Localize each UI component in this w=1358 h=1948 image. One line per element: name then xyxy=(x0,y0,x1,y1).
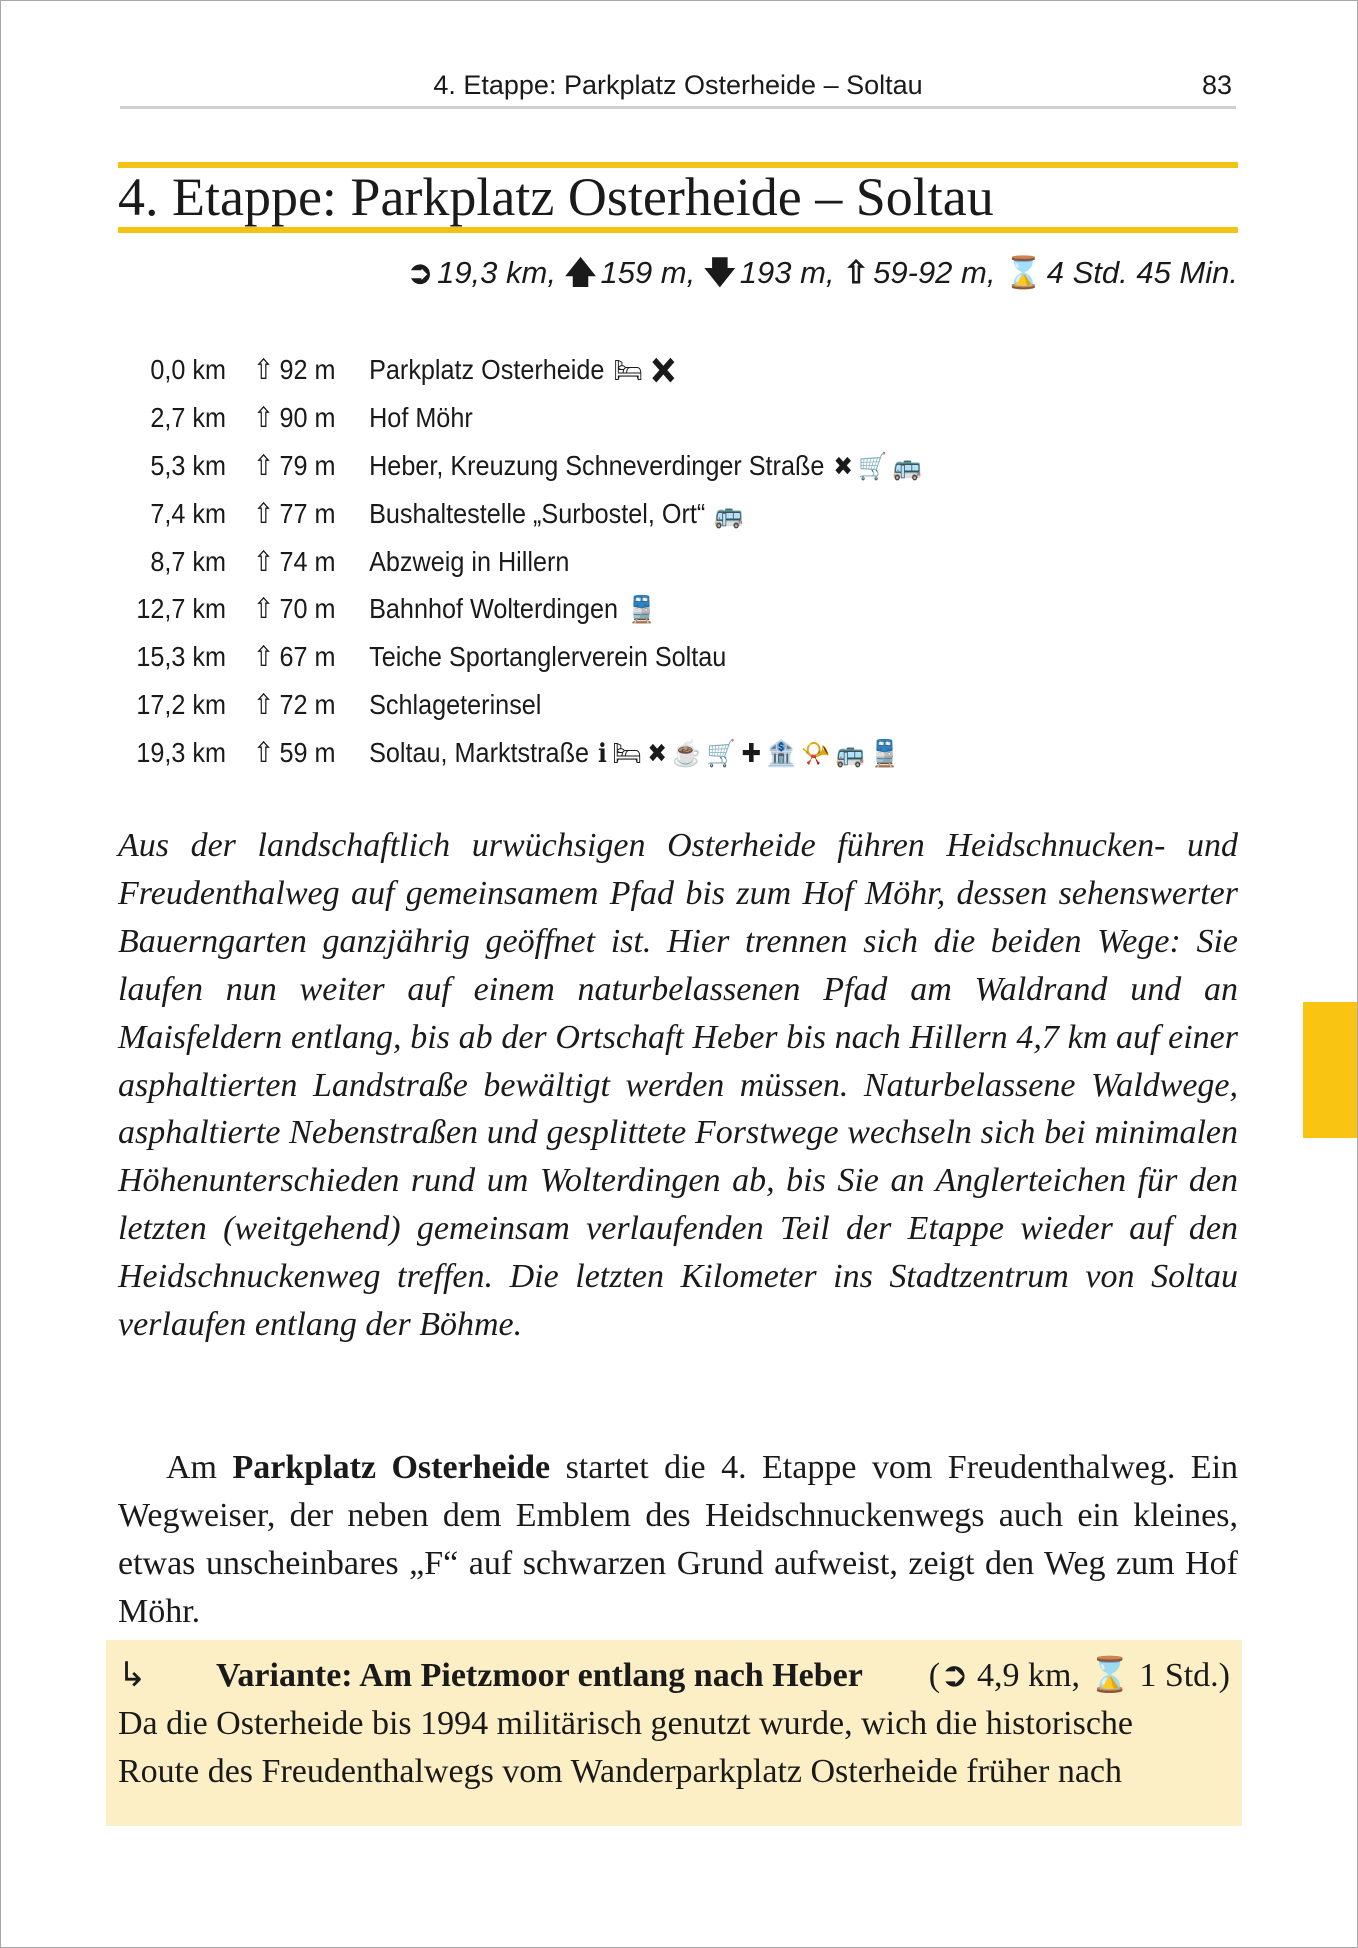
facility-icons: ℹ🛏✖☕🛒✚🏦📯🚌🚆 xyxy=(597,738,905,769)
intro-paragraph: Aus der landschaftlich urwüchsigen Osterheide führen Heidschnucken- und Freudenthalweg auf gemeinsamem Pfad bis zum Hof Möhr, dessen sehenswerter Bauerngarten ganzjährig geöffnet ist. Hier trennen sich die beiden Wege: Sie laufen nun weiter auf einem naturbelassenen Pfad am Waldrand und an Maisfeldern entlang, bis ab der Ortschaft Heber bis nach Hillern 4,7 km auf einer asphaltierten Landstraße bewältigt werden müssen. Naturbelassene Waldwege, asphaltierte Nebenstraßen und gesplittete Forstwege wechseln sich bei minimalen Höhenunterschieden rund um Wolterdingen ab, bis Sie an Anglerteichen für den letzten (weitgehend) gemeinsam verlaufenden Teil der Etappe wieder auf den Heidschnuckenweg treffen. Die letzten Kilometer ins Stadtzentrum von Soltau verlaufen entlang der Böhme. xyxy=(118,827,1238,1344)
stage-title: 4. Etappe: Parkplatz Osterheide – Soltau xyxy=(118,167,994,227)
variant-arrow-icon: ↳ xyxy=(118,1657,147,1694)
waypoint-altitude: ⇧ 72 m xyxy=(253,689,336,721)
waypoint-km: 2,7 km xyxy=(150,401,226,433)
waypoint-name: Heber, Kreuzung Schneverdinger Straße ✖🛒🚌 xyxy=(369,449,928,481)
body-rest: startet die 4. Etappe vom Freudenthalweg. Ein Wegweiser, der neben dem Emblem des Heidschnuckenwegs auch ein kleines, etwas unscheinbares „F“ auf schwarzen Grund aufweist, zeigt den Weg zum Hof Möhr. xyxy=(118,1449,1239,1630)
waypoint-km: 5,3 km xyxy=(150,449,226,481)
waypoint-name: Abzweig in Hillern xyxy=(369,545,570,577)
variant-text-line: Da die Osterheide bis 1994 militärisch genutzt wurde, wich die historische xyxy=(118,1705,1134,1742)
body-lead: Am xyxy=(166,1449,217,1486)
waypoint-altitude: ⇧ 79 m xyxy=(253,449,336,481)
waypoint-name: Teiche Sportanglerverein Soltau xyxy=(369,641,727,673)
facility-icons: 🚆 xyxy=(627,594,662,625)
altitude-icon: ⇧ xyxy=(253,497,275,529)
page-number: 83 xyxy=(1201,70,1232,100)
variant-title: Variante: Am Pietzmoor entlang nach Heber xyxy=(216,1657,863,1694)
altitude-icon: ⇧ xyxy=(253,545,275,577)
waypoint-altitude: ⇧ 59 m xyxy=(253,737,336,769)
variant-distance: 4,9 km, xyxy=(977,1657,1080,1694)
altitude-icon: ⇧ xyxy=(253,689,275,721)
waypoint-altitude: ⇧ 67 m xyxy=(253,641,336,673)
altitude-icon: ⇧ xyxy=(253,593,275,625)
waypoint-km: 17,2 km xyxy=(136,689,226,721)
waypoint-altitude: ⇧ 74 m xyxy=(253,545,336,577)
waypoint-name: Parkplatz Osterheide 🛏✖ xyxy=(369,354,684,385)
variant-text-line: Route des Freudenthalwegs vom Wanderparkplatz Osterheide früher nach xyxy=(118,1753,1123,1790)
waypoint-altitude: ⇧ 77 m xyxy=(253,497,336,529)
facility-icons: 🚌 xyxy=(714,498,749,529)
waypoint-km: 8,7 km xyxy=(150,545,226,577)
waypoint-altitude: ⇧ 90 m xyxy=(253,401,336,433)
waypoint-name: Hof Möhr xyxy=(369,401,473,433)
variant-meta: (➲ 4,9 km, ⌛ 1 Std.) xyxy=(928,1657,1230,1694)
stat-descent: 193 m, xyxy=(739,255,835,290)
waypoint-km: 12,7 km xyxy=(136,593,226,625)
stat-altitude-range: 59-92 m, xyxy=(873,255,996,290)
waypoint-name: Schlageterinsel xyxy=(369,689,542,721)
waypoint-km: 15,3 km xyxy=(136,641,226,673)
hourglass-icon: ⌛ xyxy=(1004,255,1043,290)
altitude-icon: ⇧ xyxy=(253,737,275,769)
altitude-icon: ⇧ xyxy=(253,641,275,673)
ascent-arrow-icon: 🡅 xyxy=(564,255,597,290)
body-place: Parkplatz Osterheide xyxy=(232,1449,551,1486)
stat-distance: 19,3 km, xyxy=(437,255,556,290)
facility-icons: 🛏✖ xyxy=(613,355,684,385)
stat-ascent: 159 m, xyxy=(600,255,696,290)
stat-duration: 4 Std. 45 Min. xyxy=(1046,255,1238,290)
distance-icon: ➲ xyxy=(940,1657,969,1694)
facility-icons: ✖🛒🚌 xyxy=(833,450,928,481)
waypoint-name: Bahnhof Wolterdingen 🚆 xyxy=(369,593,662,625)
waypoint-altitude: ⇧ 92 m xyxy=(253,354,336,385)
waypoint-km: 7,4 km xyxy=(150,497,226,529)
altitude-icon: ⇧ xyxy=(253,449,275,481)
waypoint-km: 19,3 km xyxy=(136,737,226,769)
variant-duration: 1 Std.) xyxy=(1139,1657,1230,1694)
running-title: 4. Etappe: Parkplatz Osterheide – Soltau xyxy=(433,70,923,100)
waypoint-name: Bushaltestelle „Surbostel, Ort“ 🚌 xyxy=(369,497,749,529)
altitude-icon: ⇧ xyxy=(253,401,275,433)
waypoint-altitude: ⇧ 70 m xyxy=(253,593,336,625)
waypoint-name: Soltau, Marktstraße ℹ🛏✖☕🛒✚🏦📯🚌🚆 xyxy=(369,737,905,769)
waypoint-km: 0,0 km xyxy=(150,354,226,385)
altitude-icon: ⇧ xyxy=(843,255,870,290)
distance-icon: ➲ xyxy=(407,255,434,290)
altitude-icon: ⇧ xyxy=(253,354,275,385)
descent-arrow-icon: 🡇 xyxy=(703,255,736,290)
hourglass-icon: ⌛ xyxy=(1088,1657,1131,1694)
